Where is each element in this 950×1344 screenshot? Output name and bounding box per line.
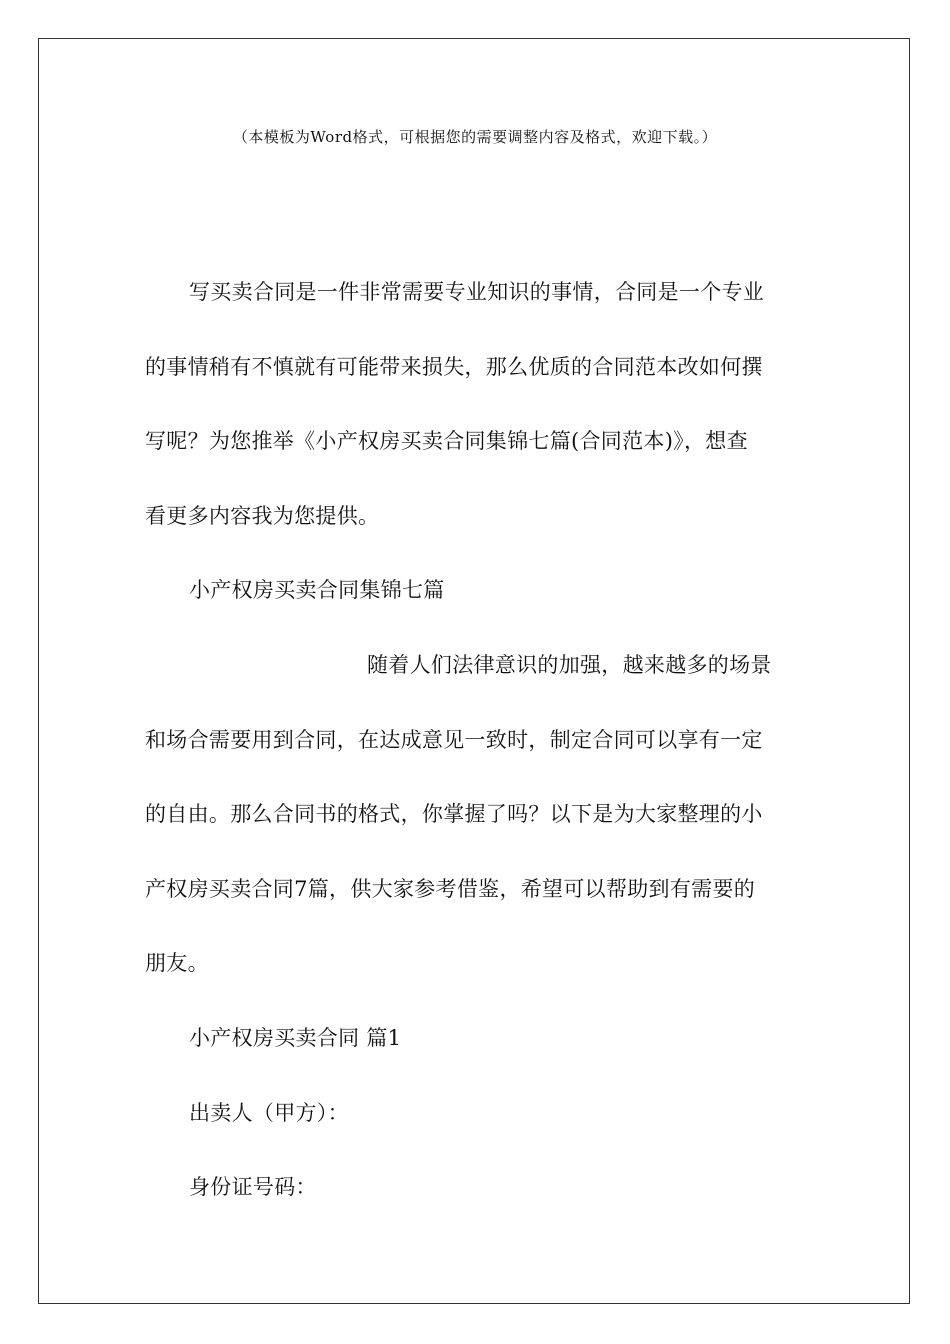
section-title: 小产权房买卖合同集锦七篇 [189, 578, 445, 602]
preface-line-1: 随着人们法律意识的加强，越来越多的场景 [367, 653, 772, 677]
intro-line-3: 写呢？为您推举《小产权房买卖合同集锦七篇(合同范本)》，想查 [145, 429, 748, 453]
intro-line-2: 的事情稍有不慎就有可能带来损失，那么优质的合同范本改如何撰 [145, 355, 763, 379]
preface-line-4: 产权房买卖合同7篇，供大家参考借鉴，希望可以帮助到有需要的 [145, 877, 756, 901]
preface-line-5: 朋友。 [145, 951, 209, 975]
preface-line-2: 和场合需要用到合同，在达成意见一致时，制定合同可以享有一定 [145, 728, 763, 752]
contract-heading: 小产权房买卖合同 篇1 [189, 1026, 402, 1050]
intro-line-4: 看更多内容我为您提供。 [145, 504, 380, 528]
seller-label: 出卖人（甲方）： [189, 1101, 349, 1125]
id-number-label: 身份证号码： [189, 1175, 317, 1199]
preface-line-3: 的自由。那么合同书的格式，你掌握了吗？以下是为大家整理的小 [145, 802, 763, 826]
intro-line-1: 写买卖合同是一件非常需要专业知识的事情，合同是一个专业 [189, 280, 765, 304]
template-note: （本模板为Word格式，可根据您的需要调整内容及格式，欢迎下载。） [232, 128, 718, 146]
